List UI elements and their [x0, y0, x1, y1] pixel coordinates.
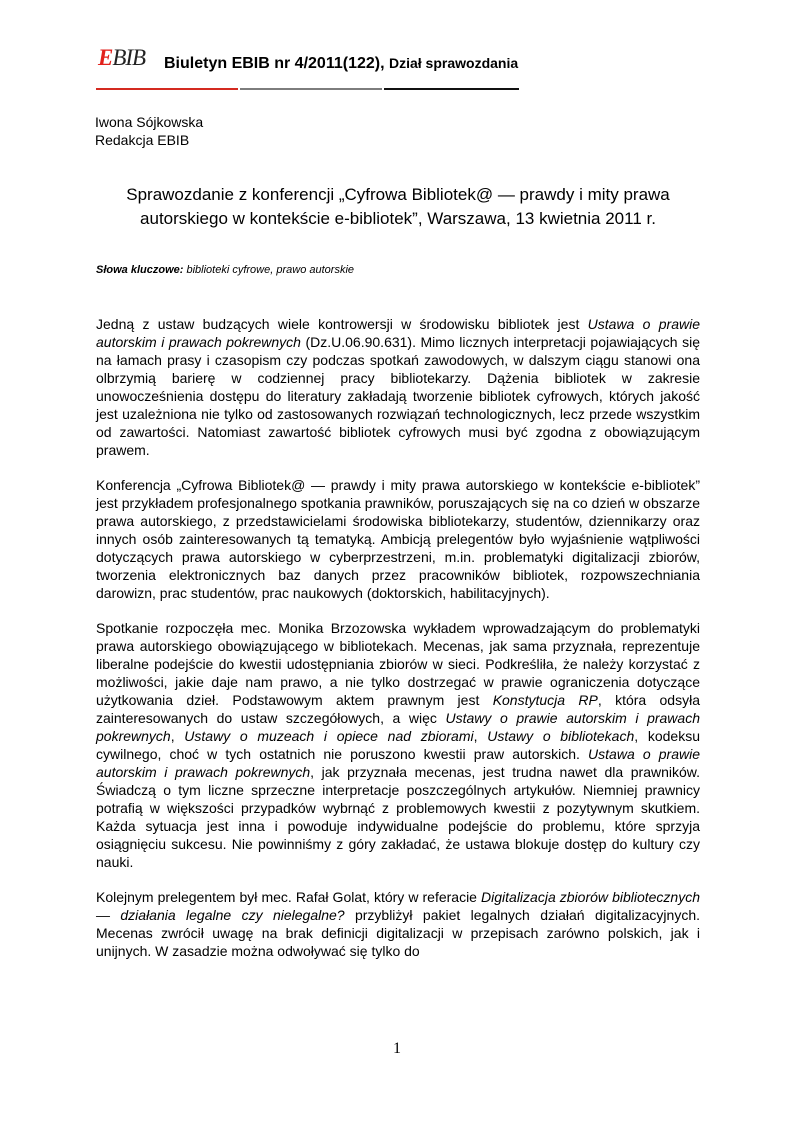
law-title: Ustawa o prawie autorskim i prawach pokrewnych	[96, 746, 700, 780]
text-run: ,	[473, 728, 488, 744]
text-run: ,	[170, 728, 185, 744]
bulletin-section: Dział sprawozdania	[388, 55, 519, 71]
header-rule-black	[384, 88, 519, 90]
keywords-value: biblioteki cyfrowe, prawo autorskie	[186, 264, 355, 276]
paragraph: Konferencja „Cyfrowa Bibliotek@ — prawdy i mity prawa autorskiego w kontekście e-bibliotek” jest przykładem profesjonalnego spotkania prawników, poruszających się na co dzień w obszarze prawa autorskiego, z przedstawicielami środowiska bibliotekarzy, studentów, dziennikarzy oraz innych osób zainteresowanych tą tematyką. Ambicją prelegentów było wyjaśnienie wątpliwości dotyczących prawa autorskiego w cyberprzestrzeni, m.in. problematyki digitalizacji zbiorów, tworzenia elektronicznych baz danych przez pracowników bibliotek, rozpowszechniania darowizn, prac studentów, prac naukowych (doktorskich, habilitacyjnych).	[96, 477, 700, 601]
law-title: Ustawa o prawie autorskim i prawach pokrewnych	[96, 316, 700, 350]
text-run: , kodeksu cywilnego, choć w tych ostatnich nie poruszono kwestii praw autorskich.	[96, 728, 700, 762]
paragraph	[96, 619, 700, 871]
author-affiliation: Redakcja EBIB	[95, 132, 190, 148]
keywords-label: Słowa kluczowe:	[96, 264, 184, 276]
law-title: Ustawy o muzeach i opiece nad zbiorami	[184, 728, 474, 744]
law-title: Ustawy o bibliotekach	[487, 728, 635, 744]
article-body	[96, 315, 700, 977]
ebib-logo	[98, 46, 145, 69]
text-run: , która odsyła zainteresowanych do ustaw szczegółowych, a więc	[96, 692, 700, 726]
text-run: Spotkanie rozpoczęła mec. Monika Brzozowska wykładem wprowadzającym do problematyki prawa autorskiego obowiązującego w bibliotekach. Mecenas, jak sama przyznała, reprezentuje liberalne podejście do kwestii udostępniania zbiorów w sieci. Podkreśliła, że należy korzystać z możliwości, jakie daje nam prawo, a nie tylko dostrzegać w prawie ograniczenia dotyczące użytkowania dzieł. Podstawowym aktem prawnym jest	[96, 620, 700, 708]
bulletin-header	[164, 55, 518, 73]
text-run: , jak przyznała mecenas, jest trudna nawet dla prawników. Świadczą o tym liczne sprzeczne interpretacje poszczególnych artykułów. Niemniej prawnicy potrafią w większości przypadków wybrnąć z problemowych kwestii z pozytywnym skutkiem. Każda sytuacja jest inna i powoduje indywidualne podejście do problemu, które sprzyja osiągnięciu sukcesu. Nie powinniśmy z góry zakładać, że ustawa blokuje dostęp do kultury czy nauki.	[96, 764, 701, 870]
page-number: 1	[393, 1040, 401, 1057]
bulletin-title: Biuletyn EBIB nr 4/2011(122),	[164, 55, 385, 72]
paper-title: Digitalizacja zbiorów bibliotecznych — działania legalne czy nielegalne?	[96, 889, 701, 923]
keywords-line	[96, 264, 354, 276]
logo-letter-e: E	[98, 45, 113, 70]
text-run: Jedną z ustaw budzących wiele kontrowersji w środowisku bibliotek jest	[96, 316, 588, 332]
text-run: Kolejnym prelegentem był mec. Rafał Golat, który w referacie	[96, 889, 482, 905]
header-rule-red	[96, 88, 238, 90]
paragraph	[96, 315, 700, 459]
author-name: Iwona Sójkowska	[95, 114, 204, 130]
header-rule-gray	[240, 88, 382, 90]
text-run: przybliżył pakiet legalnych działań digitalizacyjnych. Mecenas zwrócił uwagę na brak definicji digitalizacji w przepisach zarówno polskich, jak i unijnych. W zasadzie można odwoływać się tylko do	[96, 907, 700, 959]
paragraph	[96, 888, 700, 960]
logo-letters: BIB	[112, 45, 146, 70]
document-title: Sprawozdanie z konferencji „Cyfrowa Bibliotek@ — prawdy i mity prawa autorskiego w kontekście e-bibliotek”, Warszawa, 13 kwietnia 2011 r.	[126, 185, 670, 228]
law-title: Konstytucja RP	[492, 692, 598, 708]
author-block	[95, 113, 203, 149]
law-title: Ustawy o prawie autorskim i prawach pokrewnych	[96, 710, 700, 744]
text-run: (Dz.U.06.90.631). Mimo licznych interpretacji pojawiających się na łamach prasy i czasopism czy podczas spotkań zawodowych, w dalszym ciągu stanowi ona olbrzymią barierę w codziennej pracy bibliotekarzy. Dążenia bibliotek w zakresie unowocześnienia dostępu do literatury zakładają tworzenie bibliotek cyfrowych, których jakość jest uzależniona nie tylko od zastosowanych rozwiązań technologicznych, lecz przede wszystkim od zawartości. Natomiast zawartość bibliotek cyfrowych musi być zgodna z obowiązującym prawem.	[96, 334, 700, 458]
